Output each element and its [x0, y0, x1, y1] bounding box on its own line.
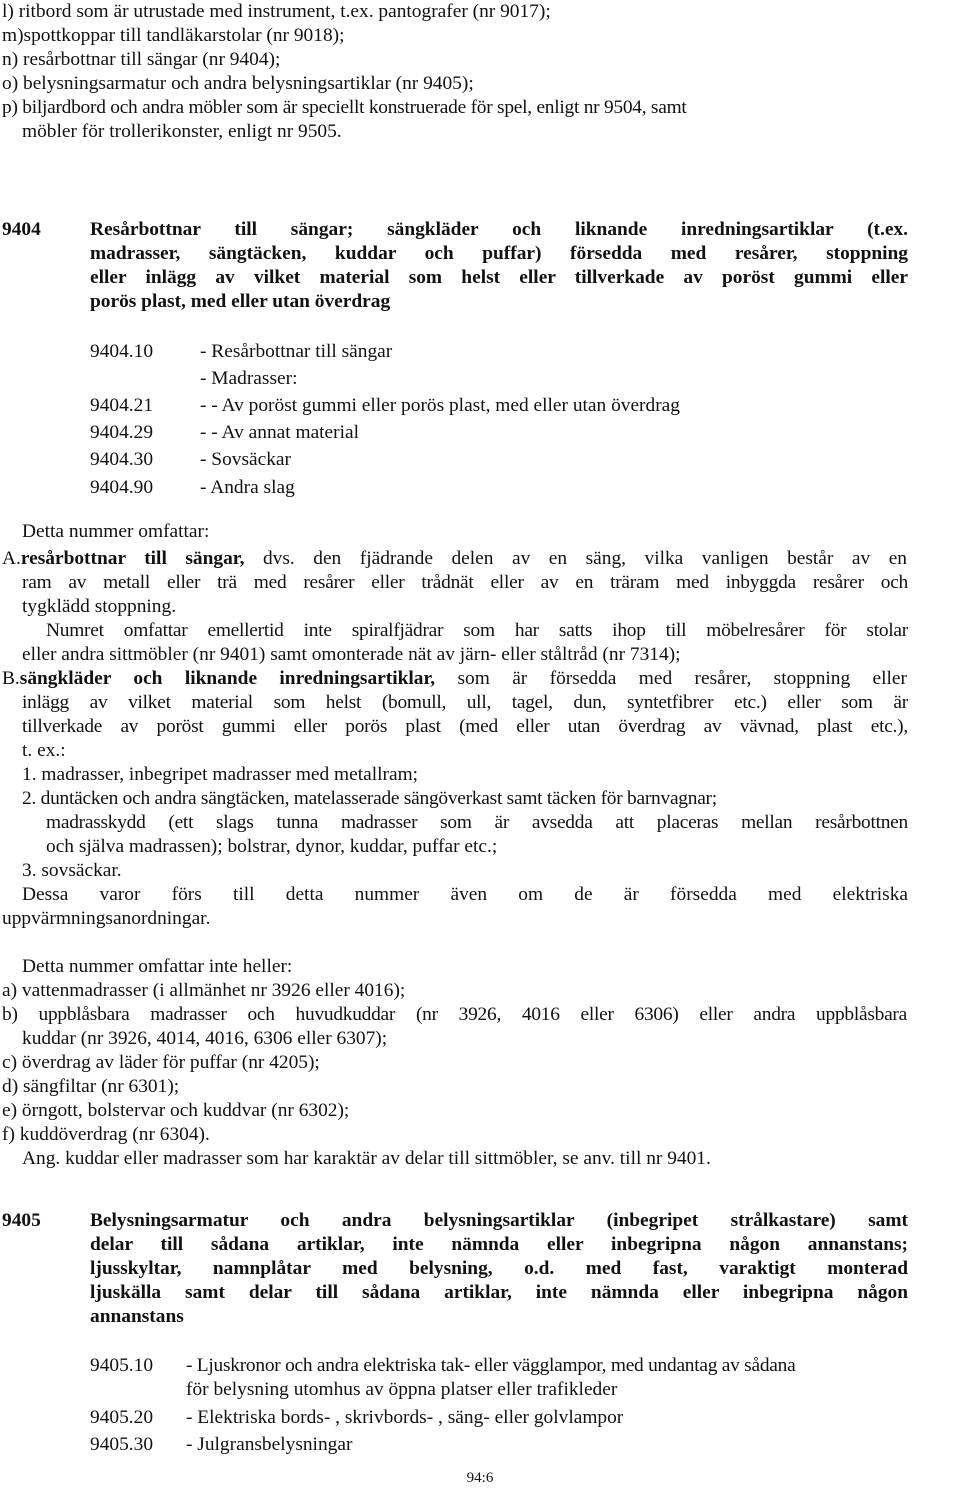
subheading-desc: - Elektriska bords- , skrivbords- , säng- eller golvlampor: [186, 1407, 624, 1428]
list-item-p: p) biljardbord och andra möbler som är speciellt konstruerade för spel, enligt nr 9504, samt: [2, 97, 687, 118]
heading-9405-line: delar till sådana artiklar, inte nämnda eller inbegripna någon annanstans;: [90, 1234, 908, 1255]
includes-item-2-cont: madrasskydd (ett slags tunna madrasser som är avsedda att placeras mellan resårbottnen: [46, 812, 908, 833]
list-item-l: l) ritbord som är utrustade med instrument, t.ex. pantografer (nr 9017);: [2, 1, 551, 22]
includes-item-1: 1. madrasser, inbegripet madrasser med metallram;: [22, 764, 419, 785]
includes-title: Detta nummer omfattar:: [22, 521, 210, 542]
subheading-row: [90, 448, 890, 472]
heading-9404-line: Resårbottnar till sängar; sängkläder och liknande inredningsartiklar (t.ex.: [90, 219, 908, 240]
heading-9404: [90, 218, 908, 314]
includes-item-2-cont: och själva madrassen); bolstrar, dynor, kuddar, puffar etc.;: [46, 836, 498, 857]
heading-code-9405: 9405: [2, 1210, 41, 1231]
B-bold-term: sängkläder och liknande inredningsartiklar,: [19, 668, 436, 689]
excludes-item-d: d) sängfiltar (nr 6301);: [2, 1076, 180, 1097]
includes-B-line: [2, 667, 907, 691]
includes-A-line: [2, 547, 907, 571]
includes-B-line: tillverkade av poröst gummi eller porös plast (med eller utan överdrag av vävnad, plast etc.),: [22, 716, 908, 737]
subheading-desc: - Ljuskronor och andra elektriska tak- eller vägglampor, med undantag av sådana: [186, 1355, 796, 1376]
heading-code-9404: 9404: [2, 219, 41, 240]
includes-item-2: 2. duntäcken och andra sängtäcken, matelasserade sängöverkast samt täcken för barnvagnar;: [22, 788, 717, 809]
excludes-item-b-cont: kuddar (nr 3926, 4014, 4016, 6306 eller 6307);: [22, 1028, 388, 1049]
subheading-desc: - Madrasser:: [200, 368, 298, 389]
subheading-code: 9404.10: [90, 341, 154, 362]
includes-B-line: t. ex.:: [22, 740, 66, 761]
excludes-item-a: a) vattenmadrasser (i allmänhet nr 3926 eller 4016);: [2, 980, 406, 1001]
subheading-row: [90, 394, 890, 418]
excludes-item-c: c) överdrag av läder för puffar (nr 4205);: [2, 1052, 320, 1073]
subheading-desc: - Sovsäckar: [200, 449, 291, 470]
list-item-n: n) resårbottnar till sängar (nr 9404);: [2, 49, 281, 70]
includes-item-3: 3. sovsäckar.: [22, 860, 122, 881]
excludes-item-b: b) uppblåsbara madrasser och huvudkuddar (nr 3926, 4016 eller 6306) eller andra uppblåsbara: [2, 1004, 907, 1025]
list-item-o: o) belysningsarmatur och andra belysningsartiklar (nr 9405);: [2, 73, 474, 94]
subheading-desc: - Julgransbelysningar: [186, 1434, 353, 1455]
includes-A-line: ram av metall eller trä med resårer eller trådnät eller av en träram med inbyggda resårer och: [22, 572, 908, 593]
excludes-title: Detta nummer omfattar inte heller:: [22, 956, 293, 977]
heading-9404-line: eller inlägg av vilket material som helst eller tillverkade av poröst gummi eller: [90, 267, 908, 288]
subheading-row: [90, 476, 890, 500]
label-A: A.: [2, 548, 21, 569]
includes-note-line: Numret omfattar emellertid inte spiralfjädrar som har satts ihop till möbelresårer för stolar: [46, 620, 908, 641]
includes-note-line: uppvärmningsanordningar.: [2, 908, 211, 929]
subheading-desc: - Resårbottnar till sängar: [200, 341, 393, 362]
list-item-m: m)spottkoppar till tandläkarstolar (nr 9018);: [2, 25, 345, 46]
subheading-code: 9404.21: [90, 395, 154, 416]
list-item-p-cont: möbler för trollerikonster, enligt nr 9505.: [22, 121, 342, 142]
heading-9405-line: ljusskyltar, namnplåtar med belysning, o.d. med fast, varaktigt monterad: [90, 1258, 908, 1279]
heading-9405-line: Belysningsarmatur och andra belysningsartiklar (inbegripet strålkastare) samt: [90, 1210, 908, 1231]
subheading-code: 9404.29: [90, 422, 154, 443]
subheading-row: [90, 1354, 958, 1402]
subheading-row: [90, 421, 890, 445]
heading-9405-line: annanstans: [90, 1306, 184, 1327]
includes-A-line: tygklädd stoppning.: [22, 596, 177, 617]
includes-note-line: eller andra sittmöbler (nr 9401) samt omonterade nät av järn- eller ståltråd (nr 7314);: [22, 644, 681, 665]
subheading-row: [90, 1406, 890, 1430]
subheading-code: 9405.20: [90, 1407, 154, 1428]
excludes-item-e: e) örngott, bolstervar och kuddvar (nr 6302);: [2, 1100, 350, 1121]
subheading-desc: - Andra slag: [200, 477, 295, 498]
subheading-desc-cont: för belysning utomhus av öppna platser eller trafikleder: [186, 1379, 618, 1400]
heading-9405: [90, 1209, 908, 1329]
excludes-note: Ang. kuddar eller madrasser som har karaktär av delar till sittmöbler, se anv. till nr 9401.: [22, 1148, 711, 1169]
subheading-desc: - - Av annat material: [200, 422, 360, 443]
subheading-desc: - - Av poröst gummi eller porös plast, med eller utan överdrag: [200, 395, 680, 416]
subheading-row: [90, 367, 890, 391]
subheading-row: [90, 1433, 890, 1457]
A-bold-term: resårbottnar till sängar,: [20, 548, 245, 569]
heading-9404-line: madrasser, sängtäcken, kuddar och puffar) försedda med resårer, stoppning: [90, 243, 908, 264]
includes-note-line: Dessa varor förs till detta nummer även om de är försedda med elektriska: [22, 884, 908, 905]
includes-B-line: inlägg av vilket material som helst (bomull, ull, tagel, dun, syntetfibrer etc.) eller som är: [22, 692, 908, 713]
B-text: som är försedda med resårer, stoppning eller: [435, 668, 907, 689]
subheading-code: 9404.30: [90, 449, 154, 470]
page-number: 94:6: [466, 1470, 494, 1486]
heading-9404-line: porös plast, med eller utan överdrag: [90, 291, 391, 312]
label-B: B.: [2, 668, 20, 689]
excludes-item-f: f) kuddöverdrag (nr 6304).: [2, 1124, 210, 1145]
subheading-code: 9404.90: [90, 477, 154, 498]
heading-9405-line: ljuskälla samt delar till sådana artiklar, inte nämnda eller inbegripna någon: [90, 1282, 908, 1303]
subheading-row: [90, 340, 890, 364]
subheading-code: 9405.10: [90, 1355, 154, 1376]
subheading-code: 9405.30: [90, 1434, 154, 1455]
A-text: dvs. den fjädrande delen av en säng, vilka vanligen består av en: [244, 548, 907, 569]
